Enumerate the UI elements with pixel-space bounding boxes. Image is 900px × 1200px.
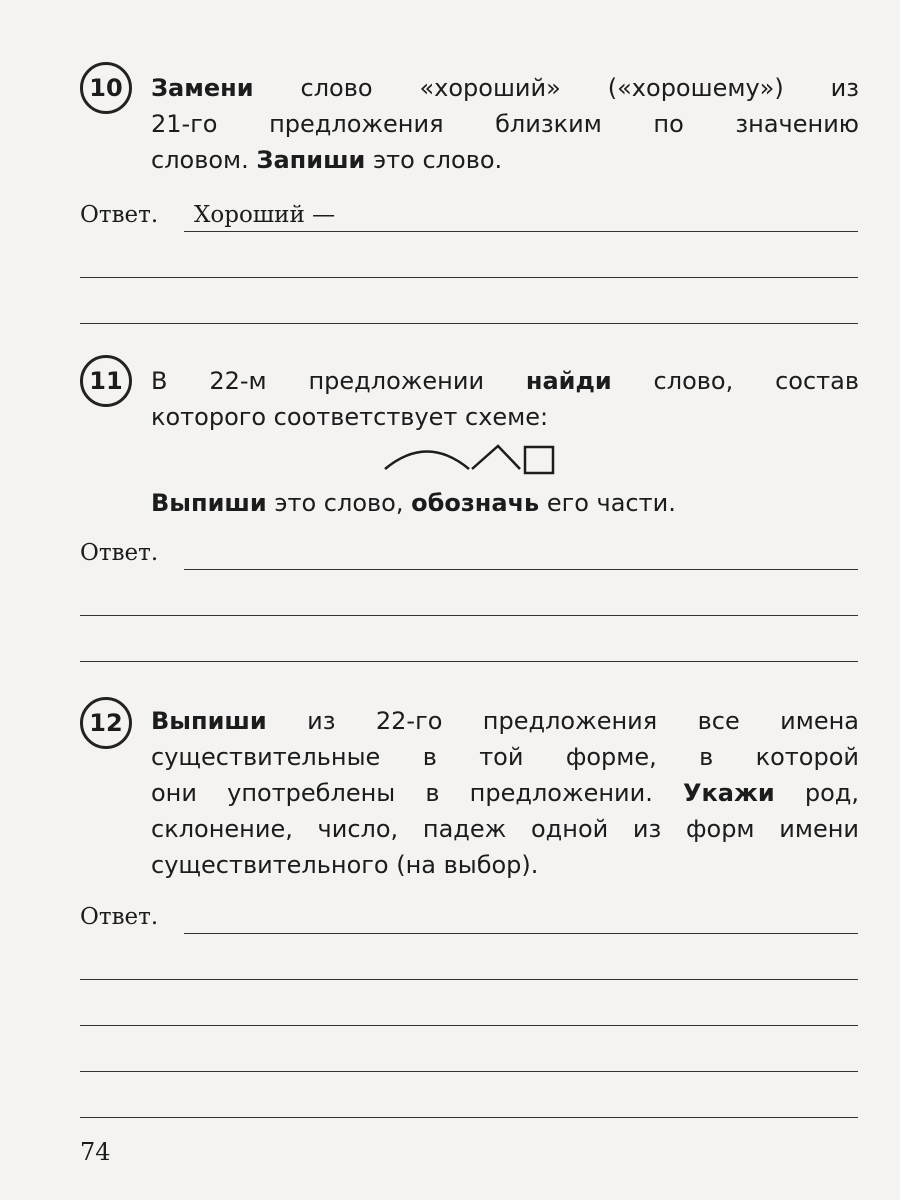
- answer-row[interactable]: [80, 616, 858, 662]
- text-segment: 21-го предложения близким по значению: [151, 110, 859, 138]
- answer-row[interactable]: [80, 888, 858, 934]
- bold-instruction-word: Запиши: [256, 146, 366, 174]
- bold-instruction-word: Укажи: [683, 779, 775, 807]
- answer-row[interactable]: [80, 980, 858, 1026]
- task-12-text: [151, 703, 859, 883]
- text-line: [151, 106, 859, 142]
- answer-row[interactable]: [80, 934, 858, 980]
- answer-12: [80, 888, 858, 1118]
- text-line: [151, 703, 859, 739]
- text-segment: слово «хороший» («хорошему») из: [253, 74, 859, 102]
- task-10-text: [151, 70, 859, 178]
- text-segment: существительные в той форме, в которой: [151, 743, 859, 771]
- text-line: [151, 847, 859, 883]
- text-segment: род,: [774, 779, 859, 807]
- answer-row[interactable]: [80, 1026, 858, 1072]
- answer-line: [80, 323, 858, 324]
- bold-instruction-word: обозначь: [411, 489, 540, 517]
- task-11-text: [151, 363, 859, 435]
- answer-label: Ответ.: [80, 904, 164, 930]
- task-number-11: 11: [80, 355, 132, 407]
- text-segment: слово, состав: [611, 367, 859, 395]
- text-segment: склонение, число, падеж одной из форм имени: [151, 815, 859, 843]
- task-11-text-2: [151, 485, 859, 521]
- answer-row[interactable]: [80, 1072, 858, 1118]
- answer-line: [80, 1117, 858, 1118]
- bold-instruction-word: Выпиши: [151, 489, 267, 517]
- bold-instruction-word: найди: [525, 367, 612, 395]
- text-line: [151, 363, 859, 399]
- text-line: [151, 485, 859, 521]
- answer-label: Ответ.: [80, 202, 164, 228]
- answer-10: [80, 186, 858, 324]
- text-segment: его части.: [539, 489, 676, 517]
- answer-11: [80, 524, 858, 662]
- bold-instruction-word: Замени: [151, 74, 254, 102]
- answer-line: [80, 661, 858, 662]
- text-line: [151, 399, 859, 435]
- bold-instruction-word: Выпиши: [151, 707, 267, 735]
- answer-handwritten-value: Хороший —: [194, 202, 336, 228]
- text-segment: словом.: [151, 146, 257, 174]
- text-segment: это слово,: [266, 489, 412, 517]
- answer-row[interactable]: [80, 186, 858, 232]
- text-segment: В 22-м предложении: [151, 367, 526, 395]
- text-line: [151, 739, 859, 775]
- text-segment: это слово.: [365, 146, 503, 174]
- page-number: 74: [80, 1138, 111, 1166]
- text-segment: которого соответствует схеме:: [151, 403, 549, 431]
- task-number-12: 12: [80, 697, 132, 749]
- text-line: [151, 775, 859, 811]
- answer-label: Ответ.: [80, 540, 164, 566]
- task-number-10: 10: [80, 62, 132, 114]
- text-line: [151, 811, 859, 847]
- answer-row[interactable]: [80, 278, 858, 324]
- answer-row[interactable]: [80, 524, 858, 570]
- text-segment: из 22-го предложения все имена: [266, 707, 859, 735]
- text-segment: существительного (на выбор).: [151, 851, 539, 879]
- text-line: [151, 142, 859, 178]
- morpheme-scheme-icon: [380, 436, 570, 486]
- text-line: [151, 70, 859, 106]
- answer-row[interactable]: [80, 570, 858, 616]
- text-segment: они употреблены в предложении.: [151, 779, 684, 807]
- answer-row[interactable]: [80, 232, 858, 278]
